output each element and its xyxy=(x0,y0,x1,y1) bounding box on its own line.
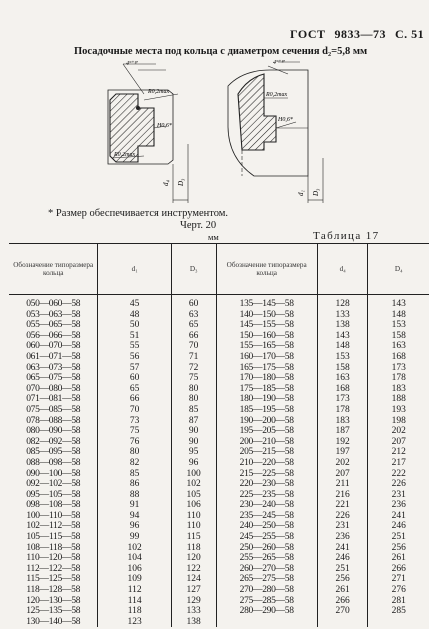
cell-d1: 51 xyxy=(98,331,171,342)
cell-d4: 173 xyxy=(317,394,368,405)
cell-d4: 148 xyxy=(317,341,368,352)
table-row xyxy=(9,490,429,501)
table-row xyxy=(9,500,429,511)
cell-designation-right: 180—190—58 xyxy=(216,394,317,405)
dimensions-table xyxy=(9,243,429,627)
cell-designation-right: 155—165—58 xyxy=(216,341,317,352)
cell-d3: 70 xyxy=(171,341,216,352)
cell-designation-right: 150—160—58 xyxy=(216,331,317,342)
header-d1: d₁ xyxy=(98,244,171,295)
cell-designation-left: 075—085—58 xyxy=(26,404,81,415)
left-dim-d3: D₃ xyxy=(177,178,185,186)
table-row xyxy=(9,331,429,342)
cell-designation-right: 215—225—58 xyxy=(216,469,317,480)
cell-d4: 241 xyxy=(317,543,368,554)
cell-designation-right: 235—245—58 xyxy=(216,511,317,522)
cell-d1: 80 xyxy=(98,447,171,458)
cell-designation-right: 200—210—58 xyxy=(216,437,317,448)
cell-d4: 163 xyxy=(317,373,368,384)
cell-designation-right: 220—230—58 xyxy=(216,479,317,490)
cell-D4: 212 xyxy=(368,447,429,458)
cell-designation-right: 250—260—58 xyxy=(216,543,317,554)
cell-d3: 115 xyxy=(171,532,216,543)
cell-d3: 95 xyxy=(171,447,216,458)
cell-D4: 236 xyxy=(368,500,429,511)
cell-designation-right: 265—275—58 xyxy=(216,574,317,585)
cell-designation-right: 185—195—58 xyxy=(216,405,317,416)
cell-D4 xyxy=(368,617,429,628)
cell-designation-left: 120—130—58 xyxy=(26,595,81,606)
cell-d3: 118 xyxy=(171,543,216,554)
left-section-view xyxy=(108,60,188,203)
table-row xyxy=(9,511,429,522)
right-radius-top-label: R0,2max xyxy=(266,92,288,98)
cell-d4: 153 xyxy=(317,352,368,363)
cell-designation-right: 175—185—58 xyxy=(216,384,317,395)
table-row xyxy=(9,405,429,416)
cell-D4: 281 xyxy=(368,596,429,607)
table-row xyxy=(9,416,429,427)
cell-d3: 80 xyxy=(171,394,216,405)
table-row xyxy=(9,585,429,596)
cell-D4: 266 xyxy=(368,564,429,575)
cell-d1: 65 xyxy=(98,384,171,395)
cell-d3: 87 xyxy=(171,416,216,427)
cell-d4: 231 xyxy=(317,521,368,532)
table-row xyxy=(9,479,429,490)
cell-D4: 143 xyxy=(368,295,429,310)
cell-designation-left: 088—098—58 xyxy=(26,457,81,468)
cell-designation-left: 095—105—58 xyxy=(26,489,81,500)
cell-d4: 128 xyxy=(317,295,368,310)
table-row xyxy=(9,426,429,437)
cell-designation-left: 115—125—58 xyxy=(26,574,81,585)
left-angle-label: 4°⁺⁸' xyxy=(126,61,138,67)
left-dim-d4: d₄ xyxy=(162,180,170,186)
cell-d3: 72 xyxy=(171,363,216,374)
cell-d4: 197 xyxy=(317,447,368,458)
cell-d1: 96 xyxy=(98,521,171,532)
cell-D4: 188 xyxy=(368,394,429,405)
cell-d1: 88 xyxy=(98,490,171,501)
table-row xyxy=(9,352,429,363)
cell-designation-left: 108—118—58 xyxy=(26,542,81,553)
cell-D4: 251 xyxy=(368,532,429,543)
cell-designation-left: 110—120—58 xyxy=(26,553,81,564)
cell-d1: 112 xyxy=(98,585,171,596)
cell-designation-left: 050—060—58 xyxy=(26,299,81,309)
cell-d4: 183 xyxy=(317,416,368,427)
cell-d3: 138 xyxy=(171,617,216,628)
cell-d3: 100 xyxy=(171,469,216,480)
cell-designation-left: 090—100—58 xyxy=(26,468,81,479)
table-row xyxy=(9,320,429,331)
cell-designation-right: 140—150—58 xyxy=(216,310,317,321)
right-section-view xyxy=(228,59,323,203)
cell-designation-right: 270—280—58 xyxy=(216,585,317,596)
cell-d4: 202 xyxy=(317,458,368,469)
cell-d4: 251 xyxy=(317,564,368,575)
cell-designation-right: 190—200—58 xyxy=(216,416,317,427)
cell-D4: 271 xyxy=(368,574,429,585)
cell-designation-left: 061—071—58 xyxy=(26,351,81,362)
cell-designation-left: 102—112—58 xyxy=(26,521,81,532)
cell-D4: 148 xyxy=(368,310,429,321)
table-row xyxy=(9,384,429,395)
cell-d1: 104 xyxy=(98,553,171,564)
table-row xyxy=(9,394,429,405)
cell-D4: 198 xyxy=(368,416,429,427)
cell-d3: 60 xyxy=(171,295,216,310)
cell-designation-right: 170—180—58 xyxy=(216,373,317,384)
cell-D4: 163 xyxy=(368,341,429,352)
table-row xyxy=(9,437,429,448)
table-row xyxy=(9,341,429,352)
cell-d4: 226 xyxy=(317,511,368,522)
cell-d1: 75 xyxy=(98,426,171,437)
cell-d3: 120 xyxy=(171,553,216,564)
table-row xyxy=(9,458,429,469)
table-row xyxy=(9,295,429,310)
figure-label: Черт. 20 xyxy=(180,220,217,231)
cell-d4 xyxy=(317,617,368,628)
cell-d1: 76 xyxy=(98,437,171,448)
cell-d4: 256 xyxy=(317,574,368,585)
cell-d4: 187 xyxy=(317,426,368,437)
page-header xyxy=(290,27,429,42)
table-row xyxy=(9,543,429,554)
table-row xyxy=(9,596,429,607)
cell-D4: 276 xyxy=(368,585,429,596)
cell-D4: 222 xyxy=(368,469,429,480)
cell-designation-right: 260—270—58 xyxy=(216,564,317,575)
table-row xyxy=(9,447,429,458)
cell-designation-right: 205—215—58 xyxy=(216,447,317,458)
cell-designation-left: 085—095—58 xyxy=(26,447,81,458)
cell-designation-left: 056—066—58 xyxy=(26,330,81,341)
cell-designation-right: 275—285—58 xyxy=(216,596,317,607)
table-row xyxy=(9,310,429,321)
cell-D4: 173 xyxy=(368,363,429,374)
cell-designation-right xyxy=(216,617,317,628)
cell-d1: 86 xyxy=(98,479,171,490)
cell-d1: 123 xyxy=(98,617,171,628)
cell-d3: 90 xyxy=(171,437,216,448)
cell-designation-left: 118—128—58 xyxy=(26,585,81,596)
cell-d4: 192 xyxy=(317,437,368,448)
cell-D4: 207 xyxy=(368,437,429,448)
cell-d3: 102 xyxy=(171,479,216,490)
table-row xyxy=(9,373,429,384)
cell-designation-left: 065—075—58 xyxy=(26,373,81,384)
cell-d4: 270 xyxy=(317,606,368,617)
cell-designation-left: 071—081—58 xyxy=(26,394,81,405)
cell-designation-right: 195—205—58 xyxy=(216,426,317,437)
right-angle-label: 4°⁺⁸' xyxy=(273,60,285,66)
groove-drawing xyxy=(78,58,343,204)
cell-d3: 110 xyxy=(171,521,216,532)
cell-d1: 50 xyxy=(98,320,171,331)
cell-designation-left: 100—110—58 xyxy=(26,510,81,521)
right-dim-d3: D₃ xyxy=(312,188,320,196)
header-d3: D₃ xyxy=(171,244,216,295)
cell-d3: 105 xyxy=(171,490,216,501)
cell-D4: 217 xyxy=(368,458,429,469)
cell-D4: 193 xyxy=(368,405,429,416)
cell-d3: 122 xyxy=(171,564,216,575)
right-groove-depth-label: H0,6* xyxy=(278,117,293,123)
cell-d3: 75 xyxy=(171,373,216,384)
cell-d1: 94 xyxy=(98,511,171,522)
cell-d3: 65 xyxy=(171,320,216,331)
cell-d1: 118 xyxy=(98,606,171,617)
cell-d3: 66 xyxy=(171,331,216,342)
table-row xyxy=(9,521,429,532)
cell-D4: 226 xyxy=(368,479,429,490)
cell-d1: 114 xyxy=(98,596,171,607)
cell-d1: 55 xyxy=(98,341,171,352)
cell-d1: 66 xyxy=(98,394,171,405)
cell-D4: 285 xyxy=(368,606,429,617)
table-row xyxy=(9,564,429,575)
cell-D4: 202 xyxy=(368,426,429,437)
cell-designation-left: 080—090—58 xyxy=(26,426,81,437)
cell-designation-left: 078—088—58 xyxy=(26,415,81,426)
left-radius-top-label: R0,2max xyxy=(148,89,170,95)
cell-designation-right: 165—175—58 xyxy=(216,363,317,374)
cell-d1: 109 xyxy=(98,574,171,585)
cell-d1: 106 xyxy=(98,564,171,575)
cell-designation-right: 230—240—58 xyxy=(216,500,317,511)
cell-d1: 60 xyxy=(98,373,171,384)
table-row xyxy=(9,574,429,585)
table-row xyxy=(9,363,429,374)
cell-designation-right: 280—290—58 xyxy=(216,606,317,617)
cell-d1: 91 xyxy=(98,500,171,511)
cell-d1: 102 xyxy=(98,543,171,554)
header-d4: d₄ xyxy=(317,244,368,295)
cell-d4: 207 xyxy=(317,469,368,480)
cell-D4: 256 xyxy=(368,543,429,554)
cell-d1: 73 xyxy=(98,416,171,427)
cell-D4: 261 xyxy=(368,553,429,564)
cell-D4: 168 xyxy=(368,352,429,363)
cell-d4: 211 xyxy=(317,479,368,490)
cell-d4: 158 xyxy=(317,363,368,374)
cell-designation-left: 070—080—58 xyxy=(26,383,81,394)
cell-designation-left: 063—073—58 xyxy=(26,362,81,373)
header-designation-left: Обозначение типоразмера кольца xyxy=(9,244,98,295)
table-row xyxy=(9,606,429,617)
cell-d1: 70 xyxy=(98,405,171,416)
cell-d4: 168 xyxy=(317,384,368,395)
cell-d1: 57 xyxy=(98,363,171,374)
cell-d4: 221 xyxy=(317,500,368,511)
cell-d4: 143 xyxy=(317,331,368,342)
cell-D4: 158 xyxy=(368,331,429,342)
cell-D4: 153 xyxy=(368,320,429,331)
cell-d3: 124 xyxy=(171,574,216,585)
cell-designation-left: 055—065—58 xyxy=(26,320,81,331)
cell-designation-right: 225—235—58 xyxy=(216,490,317,501)
cell-d3: 63 xyxy=(171,310,216,321)
cell-d4: 178 xyxy=(317,405,368,416)
cell-designation-right: 240—250—58 xyxy=(216,521,317,532)
cell-designation-left: 105—115—58 xyxy=(26,532,81,543)
page-number: С. 51 xyxy=(395,27,425,41)
cell-designation-right: 210—220—58 xyxy=(216,458,317,469)
cell-designation-left: 092—102—58 xyxy=(26,479,81,490)
cell-designation-left: 053—063—58 xyxy=(26,309,81,320)
cell-d4: 261 xyxy=(317,585,368,596)
cell-designation-left: 098—108—58 xyxy=(26,500,81,511)
cell-d3: 96 xyxy=(171,458,216,469)
cell-d4: 236 xyxy=(317,532,368,543)
cell-d4: 138 xyxy=(317,320,368,331)
cell-designation-right: 160—170—58 xyxy=(216,352,317,363)
units-label: мм xyxy=(208,232,219,242)
cell-d4: 266 xyxy=(317,596,368,607)
header-D4: D₄ xyxy=(368,244,429,295)
table-row xyxy=(9,532,429,543)
cell-D4: 246 xyxy=(368,521,429,532)
cell-d3: 80 xyxy=(171,384,216,395)
table-row xyxy=(9,617,429,628)
left-radius-bottom-label: R0,2max xyxy=(114,152,136,158)
cell-d3: 127 xyxy=(171,585,216,596)
table-row xyxy=(9,553,429,564)
cell-designation-left: 112—122—58 xyxy=(26,563,81,574)
table-title: Таблица 17 xyxy=(313,230,380,242)
cell-d1: 56 xyxy=(98,352,171,363)
cell-d3: 71 xyxy=(171,352,216,363)
table-row xyxy=(9,469,429,480)
cell-d3: 106 xyxy=(171,500,216,511)
cell-d3: 133 xyxy=(171,606,216,617)
cell-d1: 45 xyxy=(98,295,171,310)
cell-designation-right: 145—155—58 xyxy=(216,320,317,331)
standard-label: ГОСТ xyxy=(290,27,326,41)
cell-designation-right: 135—145—58 xyxy=(216,295,317,310)
cell-d3: 85 xyxy=(171,405,216,416)
right-dim-d1: d₁ xyxy=(297,190,305,196)
cell-d3: 90 xyxy=(171,426,216,437)
table-body xyxy=(9,295,429,628)
footnote: * Размер обеспечивается инструментом. xyxy=(48,208,229,219)
cell-D4: 241 xyxy=(368,511,429,522)
cell-d4: 246 xyxy=(317,553,368,564)
table-header-row xyxy=(9,244,429,295)
cell-d1: 82 xyxy=(98,458,171,469)
cell-d3: 110 xyxy=(171,511,216,522)
cell-designation-left: 125—135—58 xyxy=(26,606,81,617)
cell-designation-right: 255—265—58 xyxy=(216,553,317,564)
cell-d1: 48 xyxy=(98,310,171,321)
header-designation-right: Обозначение типоразмера кольца xyxy=(216,244,317,295)
cell-designation-right: 245—255—58 xyxy=(216,532,317,543)
cell-d4: 133 xyxy=(317,310,368,321)
cell-d3: 129 xyxy=(171,596,216,607)
left-groove-depth-label: H0,6* xyxy=(157,123,172,129)
cell-D4: 183 xyxy=(368,384,429,395)
standard-number: 9833—73 xyxy=(334,27,386,41)
cell-d1: 85 xyxy=(98,469,171,480)
cell-D4: 178 xyxy=(368,373,429,384)
cell-d1: 99 xyxy=(98,532,171,543)
cell-D4: 231 xyxy=(368,490,429,501)
cell-designation-left: 060—070—58 xyxy=(26,341,81,352)
figure-caption: Посадочные места под кольца с диаметром сечения d₂=5,8 мм xyxy=(74,46,368,57)
cell-designation-left: 130—140—58 xyxy=(26,616,81,627)
cell-designation-left: 082—092—58 xyxy=(26,436,81,447)
cell-d4: 216 xyxy=(317,490,368,501)
